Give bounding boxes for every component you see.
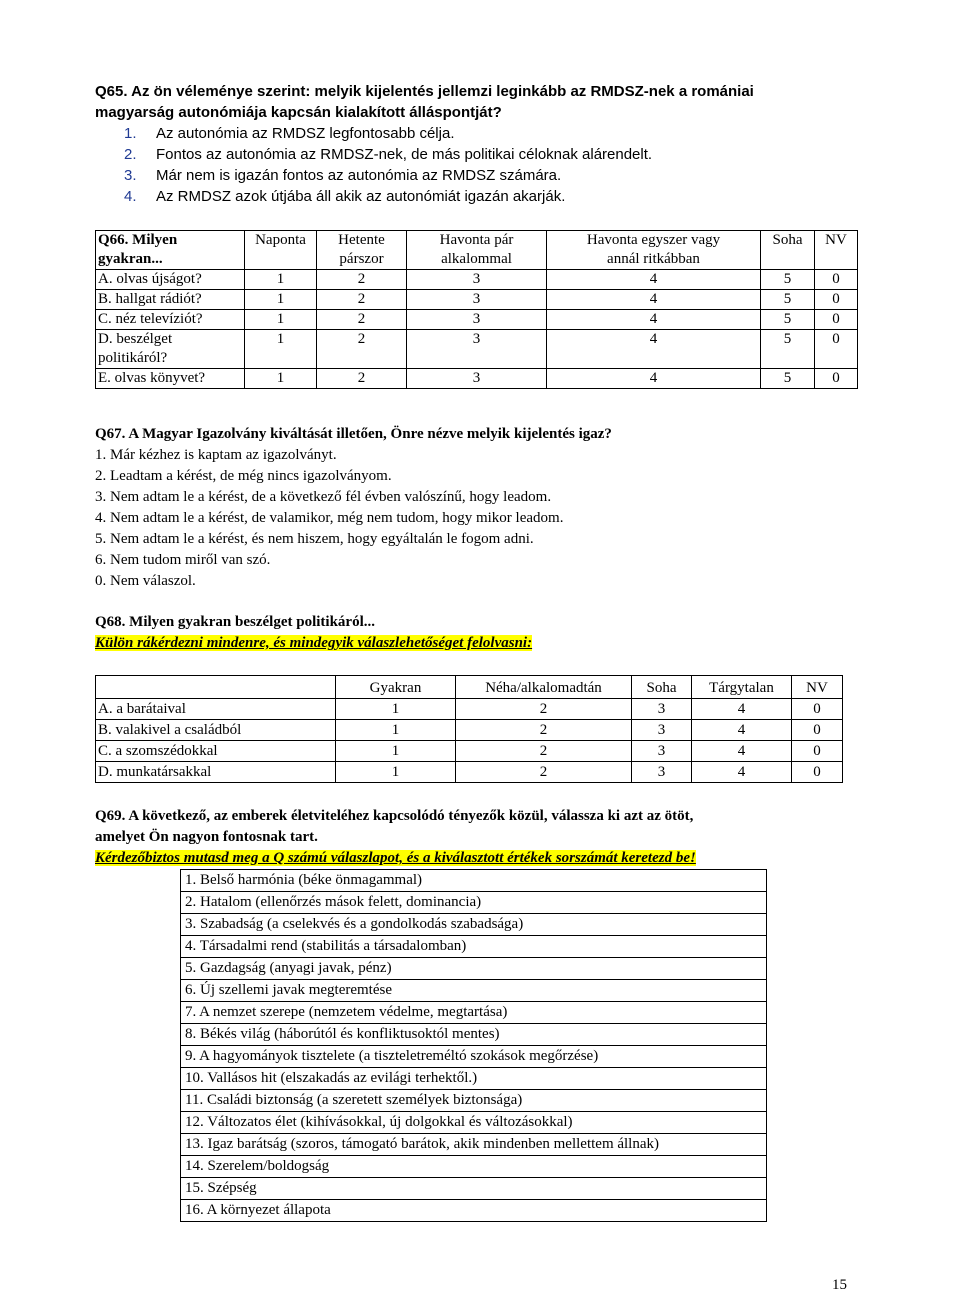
q66-header-line1: Hetente: [338, 232, 385, 248]
q68-cell-value: 2: [456, 762, 632, 783]
q69-row: [181, 1002, 767, 1024]
q69-item: 11. Családi biztonság (a szeretett személyek biztonsága): [181, 1090, 767, 1112]
q69-row: [181, 980, 767, 1002]
q66-header-line2: alkalommal: [441, 251, 512, 267]
q66-cell-value: 4: [547, 290, 761, 310]
q66-header-line1: Naponta: [255, 232, 306, 248]
q66-row: [96, 330, 858, 369]
q66-cell-value: 2: [317, 310, 407, 330]
q66-row-label: [96, 330, 245, 369]
q66-cell-value: 4: [547, 330, 761, 369]
q68-table: [95, 675, 843, 783]
q66-row-label: [96, 310, 245, 330]
q65-option-text: Már nem is igazán fontos az autonómia az RMDSZ számára.: [156, 167, 562, 184]
q68-row-label: C. a szomszédokkal: [96, 741, 336, 762]
q66-row-label-line1: C. néz televíziót?: [98, 311, 203, 327]
page-number: 15: [832, 1277, 847, 1293]
q69-title-line1: Q69. A következő, az emberek életviteléhez kapcsolódó tényezők közül, válassza ki azt az ötöt,: [95, 808, 694, 824]
q66-header-line2: párszor: [339, 251, 384, 267]
q66-header-line2: annál ritkábban: [607, 251, 700, 267]
q66-cell-value: 0: [815, 290, 858, 310]
q69-item: 12. Változatos élet (kihívásokkal, új dolgokkal és változásokkal): [181, 1112, 767, 1134]
q69-row: [181, 1134, 767, 1156]
q66-table: [95, 230, 858, 389]
q66-cell-value: 2: [317, 330, 407, 369]
q66-row: [96, 270, 858, 290]
q65-option-text: Az RMDSZ azok útjába áll akik az autonómiát igazán akarják.: [156, 188, 566, 205]
q69-row: [181, 936, 767, 958]
q68-row-label: A. a barátaival: [96, 699, 336, 720]
q69-row: [181, 1046, 767, 1068]
q68-column-header: Tárgytalan: [692, 676, 792, 699]
q69-row: [181, 1156, 767, 1178]
q69-item: 13. Igaz barátság (szoros, támogató barátok, akik mindenben mellettem állnak): [181, 1134, 767, 1156]
q66-column-header: [761, 231, 815, 270]
q66-row-label-line1: E. olvas könyvet?: [98, 370, 206, 386]
q67-option: 0. Nem válaszol.: [95, 573, 196, 589]
q67-option: 1. Már kézhez is kaptam az igazolványt.: [95, 447, 337, 463]
q69-item: 9. A hagyományok tisztelete (a tiszteletreméltó szokások megőrzése): [181, 1046, 767, 1068]
q67-option: 3. Nem adtam le a kérést, de a következő fél évben valószínű, hogy leadom.: [95, 489, 552, 505]
q68-row: [96, 699, 843, 720]
q68-cell-value: 2: [456, 720, 632, 741]
q67-option: 2. Leadtam a kérést, de még nincs igazolványom.: [95, 468, 392, 484]
q66-cell-value: 1: [245, 270, 317, 290]
q68-header-row: [96, 676, 843, 699]
q69-instruction-text: Kérdezőbiztos mutasd meg a Q számú válaszlapot, és a kiválasztott értékek sorszámát keretezd be!: [95, 850, 696, 866]
q66-column-header: [317, 231, 407, 270]
q68-cell-value: 3: [632, 699, 692, 720]
q68-cell-value: 1: [336, 699, 456, 720]
q69-table: [180, 869, 767, 1222]
q67-title: Q67. A Magyar Igazolvány kiváltását illetően, Önre nézve melyik kijelentés igaz?: [95, 426, 612, 442]
q66-cell-value: 5: [761, 270, 815, 290]
q69-item: 6. Új szellemi javak megteremtése: [181, 980, 767, 1002]
q65-title-line2: magyarság autonómiája kapcsán kialakított álláspontját?: [95, 104, 502, 121]
q68-cell-value: 4: [692, 762, 792, 783]
q68-cell-value: 0: [792, 720, 843, 741]
q66-header-line1: Soha: [772, 232, 803, 248]
q69-item: 1. Belső harmónia (béke önmagammal): [181, 870, 767, 892]
q68-cell-value: 3: [632, 762, 692, 783]
q68-row: [96, 720, 843, 741]
q68-cell-value: 3: [632, 741, 692, 762]
q69-item: 2. Hatalom (ellenőrzés mások felett, dominancia): [181, 892, 767, 914]
q68-row-label: D. munkatársakkal: [96, 762, 336, 783]
q66-title-line2: gyakran...: [98, 251, 163, 267]
q66-header-line1: Havonta egyszer vagy: [586, 232, 721, 248]
q69-item: 5. Gazdagság (anyagi javak, pénz): [181, 958, 767, 980]
q66-row-label: [96, 290, 245, 310]
q69-row: [181, 958, 767, 980]
q69-item: 7. A nemzet szerepe (nemzetem védelme, megtartása): [181, 1002, 767, 1024]
q69-item: 16. A környezet állapota: [181, 1200, 767, 1222]
q66-cell-value: 3: [407, 369, 547, 389]
q66-cell-value: 1: [245, 369, 317, 389]
q66-cell-value: 2: [317, 290, 407, 310]
q66-header-line1: NV: [825, 232, 847, 248]
q66-cell-value: 5: [761, 330, 815, 369]
q66-cell-value: 1: [245, 330, 317, 369]
q66-row: [96, 369, 858, 389]
q66-row: [96, 290, 858, 310]
q68-column-header: NV: [792, 676, 843, 699]
q68-cell-value: 2: [456, 741, 632, 762]
q66-cell-value: 5: [761, 369, 815, 389]
q66-cell-value: 4: [547, 310, 761, 330]
q69-instruction: [95, 848, 696, 868]
q69-item: 14. Szerelem/boldogság: [181, 1156, 767, 1178]
q67-option: 6. Nem tudom miről van szó.: [95, 552, 271, 568]
q68-column-header: [96, 676, 336, 699]
q68-row: [96, 762, 843, 783]
q66-cell-value: 0: [815, 310, 858, 330]
q66-title-line1: Q66. Milyen: [98, 232, 178, 248]
q69-row: [181, 892, 767, 914]
q68-cell-value: 0: [792, 741, 843, 762]
q66-header-row: [96, 231, 858, 270]
q65-title-line1: Q65. Az ön véleménye szerint: melyik kijelentés jellemzi leginkább az RMDSZ-nek a romániai: [95, 83, 754, 100]
q69-row: [181, 1068, 767, 1090]
q66-cell-value: 0: [815, 270, 858, 290]
q69-row: [181, 1090, 767, 1112]
q68-cell-value: 4: [692, 741, 792, 762]
q68-cell-value: 2: [456, 699, 632, 720]
q69-title-line2: amelyet Ön nagyon fontosnak tart.: [95, 829, 318, 845]
q68-cell-value: 4: [692, 699, 792, 720]
q68-instruction-text: Külön rákérdezni mindenre, és mindegyik válaszlehetőséget felolvasni:: [95, 635, 533, 651]
q69-row: [181, 870, 767, 892]
q68-cell-value: 1: [336, 720, 456, 741]
q66-cell-value: 4: [547, 369, 761, 389]
q66-row-label: [96, 270, 245, 290]
q66-cell-value: 4: [547, 270, 761, 290]
q68-instruction: [95, 633, 532, 653]
q65-option-number: 4.: [124, 188, 137, 205]
q69-row: [181, 1024, 767, 1046]
q66-cell-value: 5: [761, 310, 815, 330]
q69-row: [181, 914, 767, 936]
q66-column-header: [245, 231, 317, 270]
q65-option-number: 3.: [124, 167, 137, 184]
q66-cell-value: 1: [245, 290, 317, 310]
q66-cell-value: 0: [815, 369, 858, 389]
q66-cell-value: 3: [407, 310, 547, 330]
q68-cell-value: 0: [792, 699, 843, 720]
q66-row: [96, 310, 858, 330]
q69-item: 15. Szépség: [181, 1178, 767, 1200]
q68-cell-value: 1: [336, 762, 456, 783]
q69-item: 3. Szabadság (a cselekvés és a gondolkodás szabadsága): [181, 914, 767, 936]
q67-option: 4. Nem adtam le a kérést, de valamikor, még nem tudom, hogy mikor leadom.: [95, 510, 564, 526]
q66-row-label-line1: B. hallgat rádiót?: [98, 291, 202, 307]
q66-cell-value: 3: [407, 290, 547, 310]
q66-column-header: [547, 231, 761, 270]
q66-cell-value: 5: [761, 290, 815, 310]
q69-item: 10. Vallásos hit (elszakadás az evilági terhektől.): [181, 1068, 767, 1090]
q66-row-label-line2: politikáról?: [98, 350, 168, 366]
q67-option: 5. Nem adtam le a kérést, és nem hiszem, hogy egyáltalán le fogom adni.: [95, 531, 534, 547]
q68-cell-value: 3: [632, 720, 692, 741]
q66-cell-value: 1: [245, 310, 317, 330]
q68-column-header: Soha: [632, 676, 692, 699]
q69-row: [181, 1178, 767, 1200]
q66-cell-value: 0: [815, 330, 858, 369]
q68-row: [96, 741, 843, 762]
q68-cell-value: 0: [792, 762, 843, 783]
q66-row-label-line1: D. beszélget: [98, 331, 173, 347]
q66-cell-value: 2: [317, 270, 407, 290]
q65-option-number: 2.: [124, 146, 137, 163]
q68-cell-value: 1: [336, 741, 456, 762]
q69-row: [181, 1200, 767, 1222]
q66-column-header: [815, 231, 858, 270]
q66-cell-value: 3: [407, 270, 547, 290]
q68-cell-value: 4: [692, 720, 792, 741]
q65-option-text: Fontos az autonómia az RMDSZ-nek, de más politikai céloknak alárendelt.: [156, 146, 653, 163]
q68-row-label: B. valakivel a családból: [96, 720, 336, 741]
q65-option-text: Az autonómia az RMDSZ legfontosabb célja.: [156, 125, 455, 142]
q66-cell-value: 2: [317, 369, 407, 389]
q66-column-header: [407, 231, 547, 270]
q69-item: 8. Békés világ (háborútól és konfliktusoktól mentes): [181, 1024, 767, 1046]
q66-row-label: [96, 369, 245, 389]
q66-title-cell: [96, 231, 245, 270]
q65-option-number: 1.: [124, 125, 137, 142]
q66-row-label-line1: A. olvas újságot?: [98, 271, 202, 287]
q66-cell-value: 3: [407, 330, 547, 369]
q68-title: Q68. Milyen gyakran beszélget politikáról...: [95, 614, 375, 630]
q68-column-header: Gyakran: [336, 676, 456, 699]
q69-row: [181, 1112, 767, 1134]
q69-item: 4. Társadalmi rend (stabilitás a társadalomban): [181, 936, 767, 958]
q66-header-line1: Havonta pár: [439, 232, 514, 248]
q68-column-header: Néha/alkalomadtán: [456, 676, 632, 699]
